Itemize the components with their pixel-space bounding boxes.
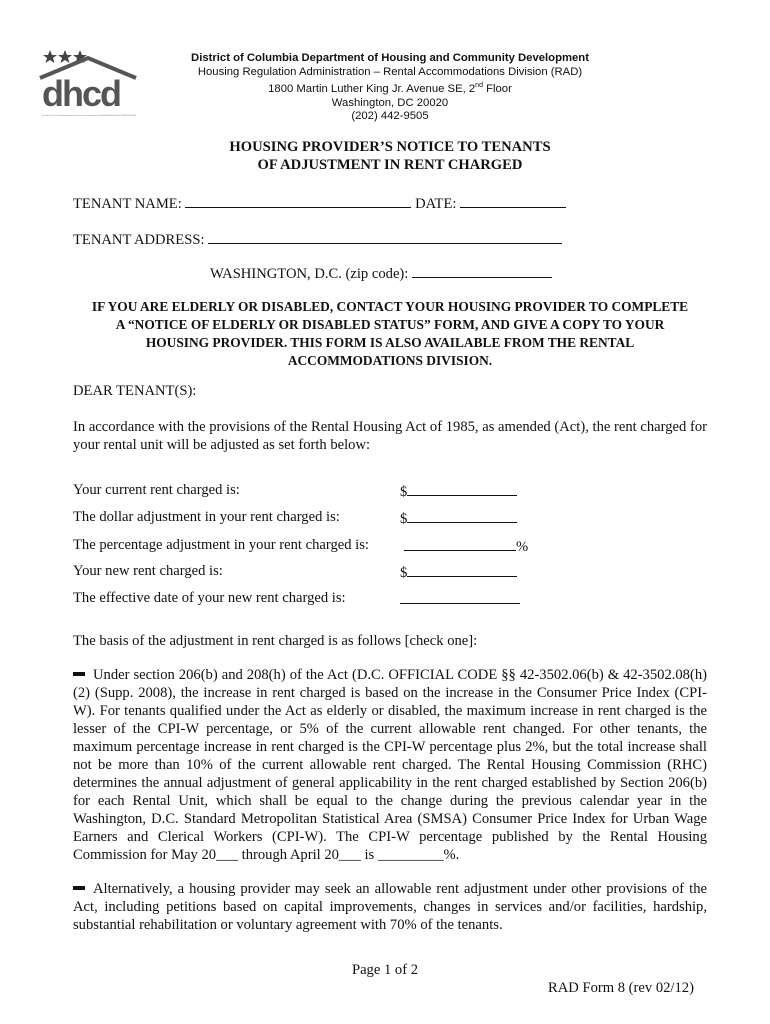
agency-header <box>150 52 630 124</box>
form-title-line-1: HOUSING PROVIDER’S NOTICE TO TENANTS <box>229 139 551 155</box>
rent-item-value: $ <box>400 508 517 528</box>
elderly-disabled-notice <box>70 298 710 370</box>
rent-item-value: % <box>404 536 528 556</box>
new-rent-field[interactable] <box>407 562 517 577</box>
form-title <box>150 138 630 174</box>
intro-paragraph: In accordance with the provisions of the Rental Housing Act of 1985, as amended (Act), the rent charged for your rental unit will be adjusted as set forth below: <box>73 419 707 453</box>
rent-item-label: The dollar adjustment in your rent charged is: <box>73 509 340 525</box>
dhcd-logo <box>36 48 194 124</box>
tenant-address-label: TENANT ADDRESS: <box>73 232 205 248</box>
current-rent-field[interactable] <box>407 481 517 496</box>
agency-division: Housing Regulation Administration – Rental Accommodations Division (RAD) <box>197 65 583 78</box>
logo-wordmark: dhcd <box>42 73 120 114</box>
form-id: RAD Form 8 (rev 02/12) <box>548 980 694 996</box>
rent-item-label: The percentage adjustment in your rent charged is: <box>73 537 369 553</box>
option-alternative-checkbox[interactable] <box>73 886 85 890</box>
agency-phone: (202) 442-9505 <box>351 110 429 123</box>
agency-city: Washington, DC 20020 <box>331 96 449 109</box>
zip-label: WASHINGTON, D.C. (zip code): <box>210 266 409 282</box>
page-number: Page 1 of 2 <box>351 962 419 978</box>
salutation: DEAR TENANT(S): <box>73 383 197 399</box>
rent-item-label: Your new rent charged is: <box>73 563 223 579</box>
basis-heading: The basis of the adjustment in rent charged is as follows [check one]: <box>73 633 478 649</box>
rent-item-label: The effective date of your new rent charged is: <box>73 590 346 606</box>
notice-line-4: ACCOMMODATIONS DIVISION. <box>287 353 493 368</box>
date-field[interactable] <box>460 193 566 208</box>
tenant-name-row <box>73 193 566 213</box>
dollar-adjustment-field[interactable] <box>407 508 517 523</box>
percentage-adjustment-field[interactable] <box>404 536 516 551</box>
agency-name: District of Columbia Department of Housing and Community Development <box>191 52 589 64</box>
rent-item-value: $ <box>400 562 517 582</box>
rent-item-value: $ <box>400 481 517 501</box>
rent-item-label: Your current rent charged is: <box>73 482 240 498</box>
zip-row <box>210 263 552 283</box>
option-cpi-w <box>73 666 707 864</box>
notice-line-1: IF YOU ARE ELDERLY OR DISABLED, CONTACT YOUR HOUSING PROVIDER TO COMPLETE <box>91 299 689 314</box>
option-alternative-text: Alternatively, a housing provider may seek an allowable rent adjustment under other provisions of the Act, including petitions based on capital improvements, changes in services and/or facilities, hardship, substantial rehabilitation or voluntary agreement with 70% of the tenants. <box>73 881 707 933</box>
tenant-name-label: TENANT NAME: <box>73 196 182 212</box>
form-title-line-2: OF ADJUSTMENT IN RENT CHARGED <box>257 157 523 173</box>
notice-line-3: HOUSING PROVIDER. THIS FORM IS ALSO AVAILABLE FROM THE RENTAL <box>145 335 635 350</box>
option-cpi-w-checkbox[interactable] <box>73 672 85 676</box>
zip-code-field[interactable] <box>412 263 552 278</box>
tenant-name-field[interactable] <box>185 193 411 208</box>
logo-caption: Government of the District of Columbia Department of Housing and Community Development BUILDING NEIGHBORHOODS ONE COMMUNITY AT A TIME <box>42 115 194 117</box>
tenant-address-row <box>73 229 562 249</box>
date-label: DATE: <box>415 196 457 212</box>
option-cpi-w-text: Under section 206(b) and 208(h) of the Act (D.C. OFFICIAL CODE §§ 42-3502.06(b) & 42-3502.08(h)(2) (Supp. 2008), the increase in rent charged is based on the increase in the Consumer Price Index (CPI-W). For tenants qualified under the Act as elderly or disabled, the maximum increase in rent charged is the lesser of the CPI-W percentage, or 5% of the current allowable rent changed. For other tenants, the maximum percentage increase in rent charged is the CPI-W percentage plus 2%, but the total increase shall not be more than 10% of the current allowable rent charged. The Rental Housing Commission (RHC) determines the annual adjustment of general applicability in the rent charged established by Section 206(b) for each Rental Unit, which shall be equal to the change during the previous calendar year in the Washington, D.C. Standard Metropolitan Statistical Area (SMSA) Consumer Price Index for Urban Wage Earners and Clerical Workers (CPI-W). The CPI-W percentage published by the Rental Housing Commission for May 20___ through April 20___ is _________%. <box>73 667 707 863</box>
option-alternative <box>73 880 707 934</box>
tenant-address-field[interactable] <box>208 229 562 244</box>
effective-date-field[interactable] <box>400 589 520 604</box>
agency-address: 1800 Martin Luther King Jr. Avenue SE, 2nd Floor <box>268 82 512 95</box>
rent-item-value <box>400 589 520 609</box>
notice-line-2: A “NOTICE OF ELDERLY OR DISABLED STATUS” FORM, AND GIVE A COPY TO YOUR <box>115 317 665 332</box>
